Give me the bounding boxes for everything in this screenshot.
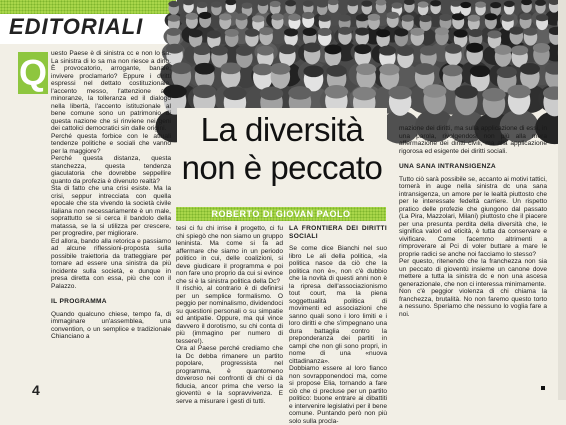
paragraph: Non c'è peggior violenza di chi chiama la franchezza, brutalità. No non faremo questo torto a nessuno. Speriamo che nessuno lo voglia fare a noi. [399,288,547,318]
paragraph: Sta di fatto che una crisi esiste. Ma la crisi, seppur intrecciata con quella epocale che sta vivendo la società civile italiana non necessariamente è un male, soprattutto se si cerca il bandolo della matassa, se la si utilizza per crescere, per progredire, per migliorare. [51,185,171,237]
crowd-photo [177,0,566,108]
paragraph: Perché questa forbice con le attuali tendenze politiche e sociali che vanno per la maggiore? [51,132,171,155]
paragraph: Tutto ciò sarà possibile se, accanto ai motivi tattici, tornerà in auge nella sinistra dc una sana intransigenza, un amore per le lealtà piuttosto che per le interessate fedeltà carriere. Un rispetto pratico delle profezie che giungono dal passato (La Pira, Mazzolari, Milani) piuttosto che il piacere per una presunta perdita della diversità che, le significa valori ed eticità, è tutta da conservare e vivificare. Come facemmo altrimenti a rimproverare al Pci di voler buttare a mare le proprie radici se anche noi facciamo lo stesso? [399,175,547,258]
author-byline: ROBERTO DI GIOVAN PAOLO [176,207,386,221]
paragraph: Perché questa distanza, questa stanchezza, questa tendenza giaculatoria che dovrebbe seppellire quanto da profezia è divenuto realtà? [51,155,171,185]
text-column-2 [176,225,283,405]
paragraph: uesto Paese è di sinistra cc e non lo sa. La sinistra di lo sa ma non riesce a dirlo. È provocatorio, arrogante, banale, invivere proclamarlo? Eppure i diritti espressi nel dettato costituzionale, l'accento messo, l'attenzione alle minoranze, la tolleranza ed il dialogo nella libertà, l'accento istituzionale al bene comune sono un patrimonio di questa nazione che si rinviene nei geni dei cattolici democratici sin dalle origini. [51,50,171,132]
text-column-1 [18,50,171,341]
drop-cap: Q [18,52,47,93]
headline-line-1: La diversità [200,111,364,148]
rubric-title: EDITORIALI [9,14,144,39]
paragraph: Il rischio, al contrario è di definirsi per un semplice formalismo. O peggio per nominalismo, dividendoci su questioni personali o su simpatie ed antipatie. Oppure, ma qui vince davvero il dorotismo, su chi conta di più (immagino per numero di tessere!). [176,285,283,345]
paragraph: Quando qualcuno chiese, tempo fa, di immaginare un'assemblea, una convention, o un semplice e tradizionale Chianciano a [51,310,171,340]
section-heading: UNA SANA INTRANSIGENZA [399,163,496,170]
crowd-photo-image [177,0,566,108]
headline-line-2: non è peccato [181,149,383,186]
section-heading: IL PROGRAMMA [51,298,107,305]
page-number: 4 [32,382,40,398]
page-edge [558,0,566,400]
paragraph: Se come dice Bianchi nel suo libro Le ali della politica, «la politica nasce da ciò che la politica non è», non c'è dubbio che la novità di questi anni non è la ripresa dell'associazionismo tout court, ma la piena soggettualità politica di movimenti ed associazioni che sanno quali sono i loro limiti e i loro diritti e che s'impegnano una dura battaglia contro la preponderanza dei partiti in campi che non gli sono propri, in nome di una «nuova cittadinanza». [289,245,387,365]
paragraph: Per questo, ritenendo che la franchezza non sia un peccato di gioventù insieme un canone dove mettere a tutta la sinistra dc e non una ascesa generazionale, che non ci interessa minimamente. [399,258,547,288]
paragraph: mazione dei diritti, ma sulla applicazione di essi, in una parola, rivolgendosi non più alla mera affermazione dei diritti civili, ma alla applicazione rigorosa ed esigente dei diritti sociali. [399,125,547,155]
text-column-3 [289,225,387,425]
lead-paragraph [18,50,171,133]
paragraph: Ed allora, bando alla retorica e passiamo ad alcune riflessioni-proposta sulla possibile traiettoria da tratteggiare per tornare ad essere una sinistra da più incidente sulla società, e dunque in presa diretta con essa, più che con il Palazzo. [51,237,171,290]
rubric-green-bar [0,0,176,14]
section-heading: LA FRONTIERA DEI DIRITTI SOCIALI [289,225,387,240]
article-headline [177,108,387,196]
paragraph: Dobbiamo essere al loro fianco non sovrapponendoci ma, come si propose Elia, tornando a fare ciò che ci precluse per un partito politico: buone entrare ai dibattiti e intervenire legislativi per il bene comune. Puntando però non più solo sulla procla- [289,365,387,425]
paragraph: tesi ci fu chi irrise il progetto, ci fu chi spiegò che non siamo un gruppo leninista. Ma come si fa ad affermare che siamo in un periodo politico in cui, delle coalizioni, si deve giudicare il programma e poi non fare uno proprio da cui si evince che si è la sinistra politica della Dc? [176,225,283,285]
text-column-4 [399,125,547,318]
end-of-article-mark [541,386,545,390]
paragraph: Ora al Paese perché crediamo che la Dc debba rimanere un partito popolare, progressista nel programma, è quantomeno doveroso nei confronti di chi ci dà fiducia, ancor prima che verso la gioventù e la sopravvivenza. E serve a misurare i gesti di tutti. [176,345,283,405]
section-rubric [0,0,176,44]
